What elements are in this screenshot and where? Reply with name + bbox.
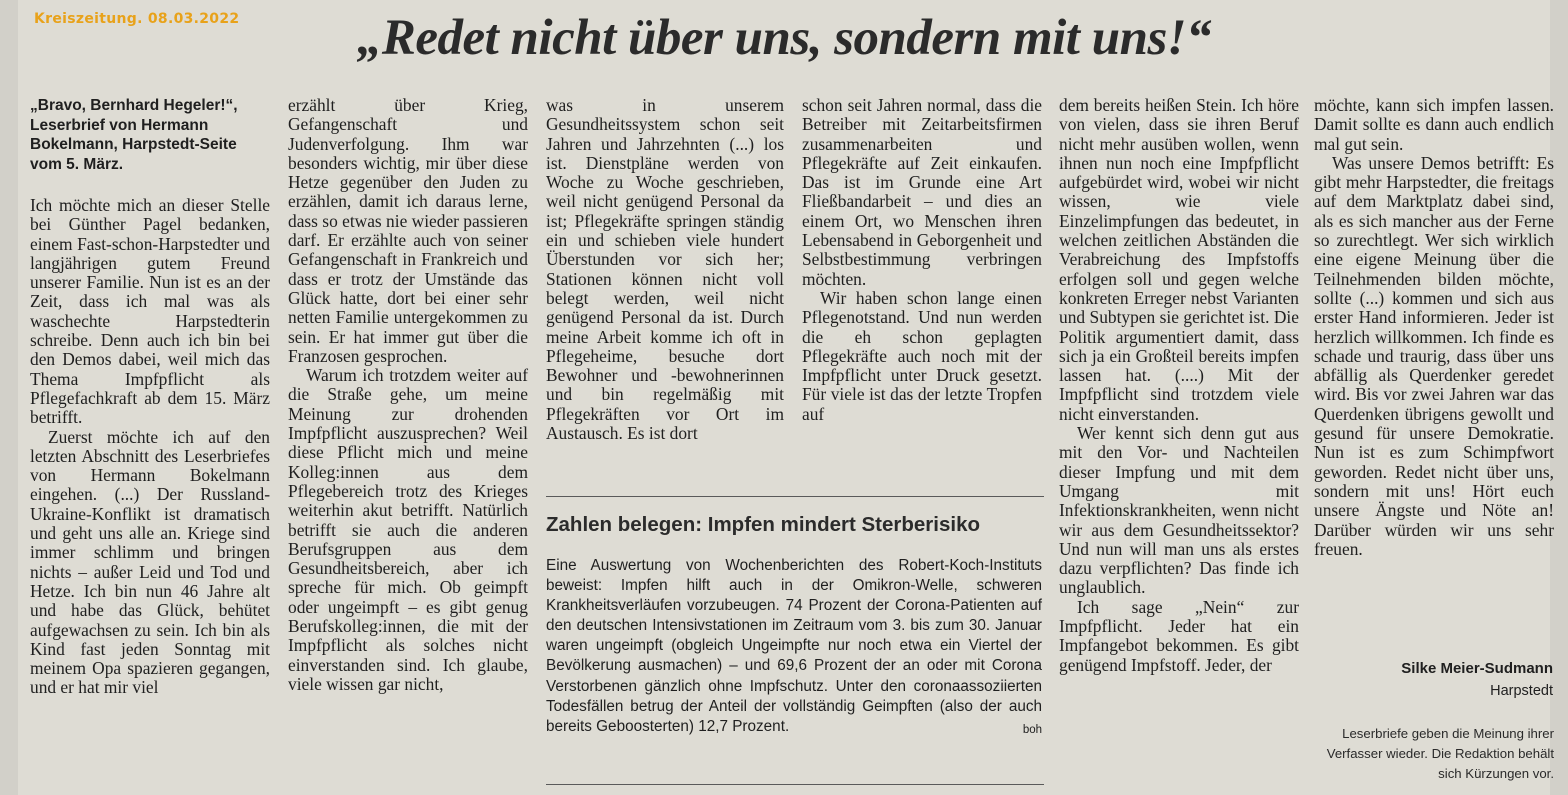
- column-3: [546, 96, 784, 443]
- paragraph: möchte, kann sich impfen lassen. Damit sollte es dann auch endlich mal gut sein.: [1314, 95, 1554, 154]
- paragraph: Warum ich trotzdem weiter auf die Straße gehe, um meine Meinung zur drohenden Impfpflicht auszusprechen? Weil diese Pflicht mich und meine Kolleg:innen aus dem Pflegebereich trotz des Krieges weiterhin akut betrifft. Natürlich betrifft sie auch die anderen Berufsgruppen aus dem Gesundheitsbereich, aber ich spreche für mich. Ob geimpft oder ungeimpft – es gibt genug Berufskolleg:innen, die mit der Impfpflicht als solches nicht einverstanden sind. Ich glaube, viele wissen gar nicht,: [288, 365, 528, 694]
- disclaimer: Leserbriefe geben die Meinung ihrer Verfasser wieder. Die Redaktion behält sich Kürzungen vor.: [1326, 726, 1554, 781]
- infobox-bottom-rule: [546, 784, 1044, 785]
- column-6: [1314, 96, 1554, 559]
- infobox-author: boh: [1022, 723, 1042, 736]
- signature-place: Harpstedt: [1490, 683, 1553, 699]
- column-5: [1059, 96, 1299, 675]
- paragraph: Zuerst möchte ich auf den letzten Abschnitt des Leserbriefes von Hermann Bokelmann eingehen. (...) Der Russland-Ukraine-Konflikt ist dramatisch und geht uns alle an. Kriege sind immer schlimm und bringen nichts – außer Leid und Tod und Hetze. Ich bin nun 46 Jahre alt und habe das Glück, behütet aufgewachsen zu sein. Ich bin als Kind fast jeden Sonntag mit meinem Opa spazieren gegangen, und er hat mir viel: [30, 426, 270, 698]
- infobox-top-rule: [546, 496, 1044, 497]
- column-4: [802, 96, 1042, 424]
- paragraph: schon seit Jahren normal, dass die Betreiber mit Zeitarbeitsfirmen zusammenarbeiten und Pflegekräfte auf Zeit einkaufen. Das ist im Grunde eine Art Fließbandarbeit – und dies an einem Ort, wo Menschen ihren Lebensabend in Geborgenheit und Selbstbestimmung verbringen möchten.: [802, 95, 1042, 289]
- paragraph: erzählt über Krieg, Gefangenschaft und Judenverfolgung. Ihm war besonders wichtig, mir über diese Hetze gegenüber den Juden zu erzählen, damit ich daraus lerne, dass so etwas nie wieder passieren darf. Er erzählte auch von seiner Gefangenschaft in Frankreich und dass er trotz der Umstände das Glück hatte, dort bei einer sehr netten Familie untergekommen zu sein. Er hat immer gut über die Franzosen gesprochen.: [288, 95, 529, 366]
- infobox-body: Eine Auswertung von Wochenberichten des Robert-Koch-Instituts beweist: Impfen hilft auch in der Omikron-Welle, schweren Krankheitsverläufen vorzubeugen. 74 Prozent der Corona-Patienten auf den deutschen Intensivstationen im Zeitraum vom 3. bis zum 30. Januar waren ungeimpft (obgleich Ungeimpfte nur noch etwa ein Viertel der Bevölkerung ausmachen) – und 69,6 Prozent der an oder mit Corona Verstorbenen gänzlich ohne Impfschutz. Unter den coronaassoziierten Todesfällen betrug der Anteil der vollständig Geimpften (also der auch bereits Geboosterten) 12,7 Prozent.: [546, 557, 1042, 735]
- infobox-text: [546, 556, 1042, 740]
- reference-line: „Bravo, Bernhard Hegeler!“, Leserbrief von Hermann Bokelmann, Harpstedt-Seite vom 5. März.: [30, 97, 238, 173]
- paragraph: was in unserem Gesundheitssystem schon seit Jahren und Jahrzehnten (...) los ist. Dienstpläne werden von Woche zu Woche geschrieben, weil nicht genügend Personal da ist; Pflegekräfte springen ständig ein und schieben viele hundert Überstunden vor sich her; Stationen können nicht voll belegt werden, weil nicht genügend Personal da ist. Durch meine Arbeit komme ich oft in Pflegeheime, besuche dort Bewohner und -bewohnerinnen und bin regelmäßig mit Pflegekräften vor Ort im Austausch. Es ist dort: [546, 95, 784, 444]
- infobox-title: Zahlen belegen: Impfen mindert Sterberisiko: [546, 513, 981, 536]
- column-2: [288, 96, 528, 694]
- signature-name: Silke Meier-Sudmann: [1401, 660, 1553, 677]
- paragraph: dem bereits heißen Stein. Ich höre von vielen, dass sie ihren Beruf nicht mehr ausüben wollen, wenn ihnen nun noch eine Impfpflicht aufgebürdet wird, wobei wir nicht wissen, wie viele Einzelimpfungen das bedeutet, in welchen zeitlichen Abständen die Verabreichung des Impfstoffs erfolgen soll und gegen welche konkreten Erreger nebst Varianten und Subtypen sie gerichtet ist. Die Politik argumentiert damit, dass sich ja ein Großteil bereits impfen lassen hat. (....) Mit der Impfpflicht sind trotzdem viele nicht einverstanden.: [1059, 95, 1299, 424]
- headline: „Redet nicht über uns, sondern mit uns!“: [356, 10, 1212, 66]
- source-tag: Kreiszeitung. 08.03.2022: [34, 11, 240, 27]
- paragraph: Ich sage „Nein“ zur Impfpflicht. Jeder hat ein Impfangebot bekommen. Es gibt genügend Impfstoff. Jeder, der: [1059, 596, 1299, 675]
- paragraph: Was unsere Demos betrifft: Es gibt mehr Harpstedter, die freitags auf dem Marktplatz dabei sind, als es sich mancher aus der Ferne so zurechtlegt. Wer sich wirklich eine eigene Meinung über die Teilnehmenden bilden möchte, sollte (...) kommen und sich aus erster Hand informieren. Jeder ist herzlich willkommen. Ich finde es schade und traurig, dass über uns abfällig als Querdenker geredet wird. Bis vor zwei Jahren war das Querdenken übrigens gewollt und gesund für unsere Demokratie. Nun ist es zum Schimpfwort geworden. Redet nicht über uns, sondern mit uns! Hört euch unsere Ängste und Nöte an! Darüber würden wir uns sehr freuen.: [1314, 152, 1554, 559]
- paragraph: Wir haben schon lange einen Pflegenotstand. Und nun werden die eh schon geplagten Pflegekräfte auch noch mit der Impfpflicht unter Druck gesetzt. Für viele ist das der letzte Tropfen auf: [802, 287, 1042, 424]
- paragraph: Ich möchte mich an dieser Stelle bei Günther Pagel bedanken, einem Fast-schon-Harpstedter und langjährigen gutem Freund unserer Familie. Nun ist es an der Zeit, dass ich mal was als waschechte Harpstedterin schreibe. Denn auch ich bin bei den Demos dabei, weil mich das Thema Impfpflicht als Pflegefachkraft ab dem 15. März betrifft.: [30, 195, 270, 428]
- page-edge-left: [0, 0, 18, 795]
- paragraph: Wer kennt sich denn gut aus mit den Vor- und Nachteilen dieser Impfung und mit dem Umgang mit Infektionskrankheiten, wenn nicht wir aus dem Gesundheitssektor? Und nun will man uns als erstes dazu verpflichten? Das finde ich unglaublich.: [1059, 423, 1299, 598]
- column-1: [30, 96, 270, 698]
